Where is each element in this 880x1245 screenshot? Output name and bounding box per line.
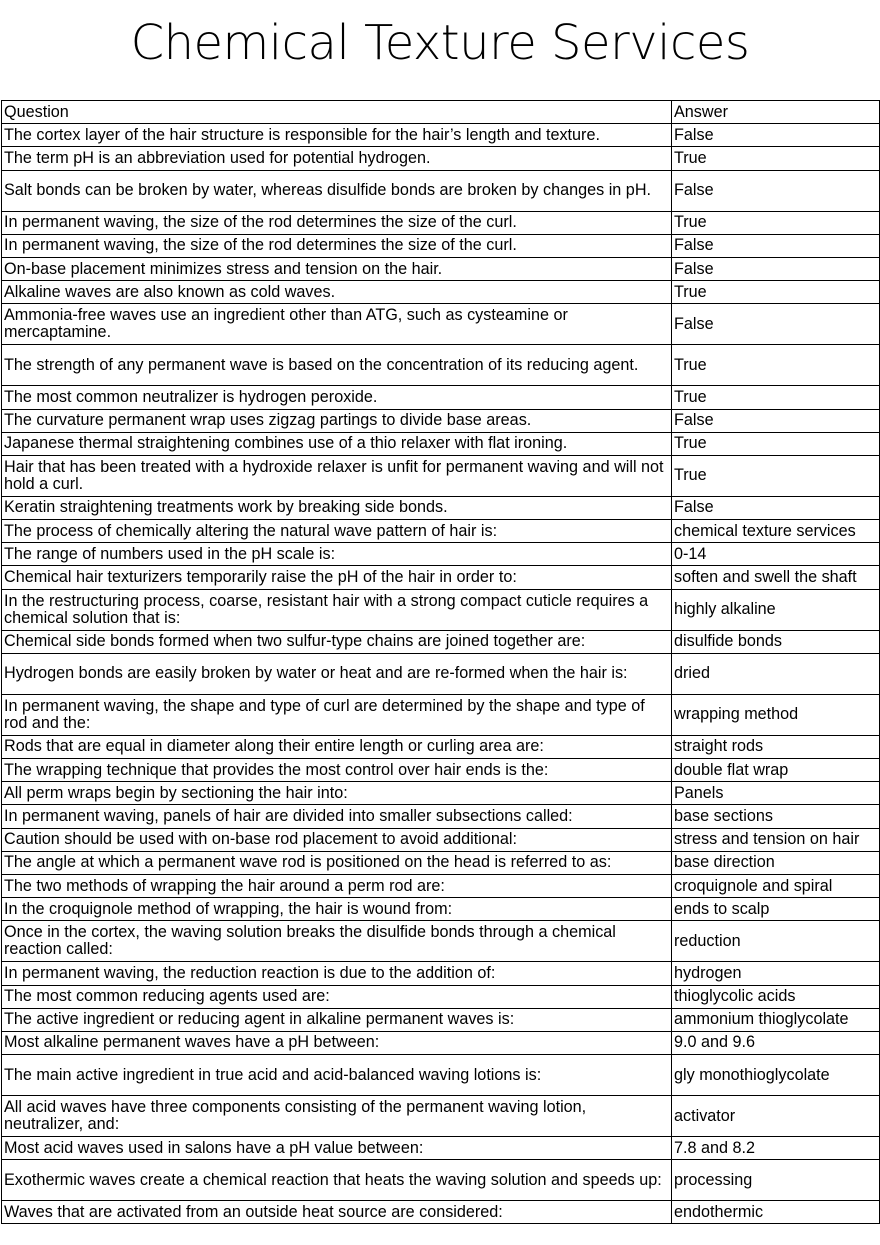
table-row xyxy=(2,234,880,257)
answer-cell: True xyxy=(672,211,880,234)
answer-cell: False xyxy=(672,234,880,257)
table-row xyxy=(2,874,880,897)
question-cell: The active ingredient or reducing agent in alkaline permanent waves is: xyxy=(2,1008,672,1031)
answer-cell: croquignole and spiral xyxy=(672,874,880,897)
question-cell: In permanent waving, panels of hair are divided into smaller subsections called: xyxy=(2,805,672,828)
table-row xyxy=(2,1137,880,1160)
answer-cell: False xyxy=(672,409,880,432)
question-cell: Hair that has been treated with a hydroxide relaxer is unfit for permanent waving and will not hold a curl. xyxy=(2,455,672,496)
table-row xyxy=(2,345,880,386)
table-row xyxy=(2,962,880,985)
answer-cell: True xyxy=(672,432,880,455)
question-cell: Most acid waves used in salons have a pH value between: xyxy=(2,1137,672,1160)
answer-cell: highly alkaline xyxy=(672,589,880,630)
question-cell: The wrapping technique that provides the most control over hair ends is the: xyxy=(2,759,672,782)
table-row xyxy=(2,281,880,304)
answer-cell: 0-14 xyxy=(672,543,880,566)
table-row xyxy=(2,1096,880,1137)
answer-cell: Panels xyxy=(672,782,880,805)
question-cell: Japanese thermal straightening combines use of a thio relaxer with flat ironing. xyxy=(2,432,672,455)
table-row xyxy=(2,1160,880,1201)
table-row xyxy=(2,432,880,455)
question-cell: Exothermic waves create a chemical reaction that heats the waving solution and speeds up: xyxy=(2,1160,672,1201)
question-cell: Salt bonds can be broken by water, whereas disulfide bonds are broken by changes in pH. xyxy=(2,170,672,211)
question-cell: Waves that are activated from an outside heat source are considered: xyxy=(2,1201,672,1224)
question-cell: In permanent waving, the size of the rod determines the size of the curl. xyxy=(2,211,672,234)
table-row xyxy=(2,898,880,921)
table-row xyxy=(2,304,880,345)
question-cell: The most common reducing agents used are: xyxy=(2,985,672,1008)
question-cell: The most common neutralizer is hydrogen peroxide. xyxy=(2,386,672,409)
question-cell: Keratin straightening treatments work by breaking side bonds. xyxy=(2,496,672,519)
table-row xyxy=(2,386,880,409)
question-cell: The two methods of wrapping the hair around a perm rod are: xyxy=(2,874,672,897)
answer-cell: 7.8 and 8.2 xyxy=(672,1137,880,1160)
question-cell: On-base placement minimizes stress and tension on the hair. xyxy=(2,257,672,280)
answer-cell: wrapping method xyxy=(672,694,880,735)
question-cell: In permanent waving, the reduction reaction is due to the addition of: xyxy=(2,962,672,985)
question-cell: All acid waves have three components consisting of the permanent waving lotion, neutralizer, and: xyxy=(2,1096,672,1137)
header-answer: Answer xyxy=(672,101,880,124)
table-row xyxy=(2,1008,880,1031)
question-cell: In the restructuring process, coarse, resistant hair with a strong compact cuticle requires a chemical solution that is: xyxy=(2,589,672,630)
table-row xyxy=(2,409,880,432)
answer-cell: True xyxy=(672,147,880,170)
table-row xyxy=(2,520,880,543)
answer-cell: True xyxy=(672,386,880,409)
table-row xyxy=(2,921,880,962)
answer-cell: soften and swell the shaft xyxy=(672,566,880,589)
table-row xyxy=(2,496,880,519)
question-cell: The angle at which a permanent wave rod is positioned on the head is referred to as: xyxy=(2,851,672,874)
answer-cell: hydrogen xyxy=(672,962,880,985)
question-cell: In the croquignole method of wrapping, the hair is wound from: xyxy=(2,898,672,921)
question-cell: The curvature permanent wrap uses zigzag partings to divide base areas. xyxy=(2,409,672,432)
question-cell: The range of numbers used in the pH scale is: xyxy=(2,543,672,566)
answer-cell: reduction xyxy=(672,921,880,962)
table-row xyxy=(2,257,880,280)
table-row xyxy=(2,630,880,653)
question-cell: In permanent waving, the shape and type of curl are determined by the shape and type of rod and the: xyxy=(2,694,672,735)
qa-table-body xyxy=(2,124,880,1224)
question-cell: Alkaline waves are also known as cold waves. xyxy=(2,281,672,304)
answer-cell: processing xyxy=(672,1160,880,1201)
question-cell: Once in the cortex, the waving solution breaks the disulfide bonds through a chemical reaction called: xyxy=(2,921,672,962)
answer-cell: thioglycolic acids xyxy=(672,985,880,1008)
answer-cell: False xyxy=(672,170,880,211)
question-cell: The term pH is an abbreviation used for potential hydrogen. xyxy=(2,147,672,170)
table-row xyxy=(2,455,880,496)
question-cell: Rods that are equal in diameter along their entire length or curling area are: xyxy=(2,735,672,758)
question-cell: The process of chemically altering the natural wave pattern of hair is: xyxy=(2,520,672,543)
question-cell: Chemical side bonds formed when two sulfur-type chains are joined together are: xyxy=(2,630,672,653)
answer-cell: base sections xyxy=(672,805,880,828)
answer-cell: endothermic xyxy=(672,1201,880,1224)
answer-cell: double flat wrap xyxy=(672,759,880,782)
question-cell: The strength of any permanent wave is based on the concentration of its reducing agent. xyxy=(2,345,672,386)
answer-cell: False xyxy=(672,257,880,280)
answer-cell: 9.0 and 9.6 xyxy=(672,1031,880,1054)
question-cell: In permanent waving, the size of the rod determines the size of the curl. xyxy=(2,234,672,257)
table-row xyxy=(2,653,880,694)
answer-cell: ends to scalp xyxy=(672,898,880,921)
header-question: Question xyxy=(2,101,672,124)
answer-cell: base direction xyxy=(672,851,880,874)
table-row xyxy=(2,147,880,170)
table-row xyxy=(2,1055,880,1096)
table-row xyxy=(2,851,880,874)
table-row xyxy=(2,782,880,805)
question-cell: All perm wraps begin by sectioning the hair into: xyxy=(2,782,672,805)
table-row xyxy=(2,1201,880,1224)
table-row xyxy=(2,566,880,589)
answer-cell: True xyxy=(672,455,880,496)
question-cell: Most alkaline permanent waves have a pH between: xyxy=(2,1031,672,1054)
table-header-row xyxy=(2,101,880,124)
table-row xyxy=(2,211,880,234)
table-row xyxy=(2,735,880,758)
answer-cell: True xyxy=(672,345,880,386)
answer-cell: ammonium thioglycolate xyxy=(672,1008,880,1031)
question-cell: The main active ingredient in true acid and acid-balanced waving lotions is: xyxy=(2,1055,672,1096)
answer-cell: gly monothioglycolate xyxy=(672,1055,880,1096)
question-cell: Ammonia-free waves use an ingredient other than ATG, such as cysteamine or mercaptamine. xyxy=(2,304,672,345)
table-row xyxy=(2,805,880,828)
answer-cell: False xyxy=(672,496,880,519)
table-row xyxy=(2,170,880,211)
answer-cell: activator xyxy=(672,1096,880,1137)
answer-cell: disulfide bonds xyxy=(672,630,880,653)
answer-cell: False xyxy=(672,304,880,345)
page-title: Chemical Texture Services xyxy=(130,15,750,71)
table-row xyxy=(2,759,880,782)
answer-cell: dried xyxy=(672,653,880,694)
question-cell: Chemical hair texturizers temporarily raise the pH of the hair in order to: xyxy=(2,566,672,589)
table-row xyxy=(2,589,880,630)
question-cell: Hydrogen bonds are easily broken by water or heat and are re-formed when the hair is: xyxy=(2,653,672,694)
answer-cell: chemical texture services xyxy=(672,520,880,543)
qa-table xyxy=(1,100,880,1224)
question-cell: The cortex layer of the hair structure is responsible for the hair’s length and texture. xyxy=(2,124,672,147)
answer-cell: stress and tension on hair xyxy=(672,828,880,851)
table-row xyxy=(2,694,880,735)
table-row xyxy=(2,124,880,147)
table-row xyxy=(2,543,880,566)
question-cell: Caution should be used with on-base rod placement to avoid additional: xyxy=(2,828,672,851)
table-row xyxy=(2,828,880,851)
answer-cell: False xyxy=(672,124,880,147)
table-row xyxy=(2,1031,880,1054)
answer-cell: True xyxy=(672,281,880,304)
answer-cell: straight rods xyxy=(672,735,880,758)
table-row xyxy=(2,985,880,1008)
